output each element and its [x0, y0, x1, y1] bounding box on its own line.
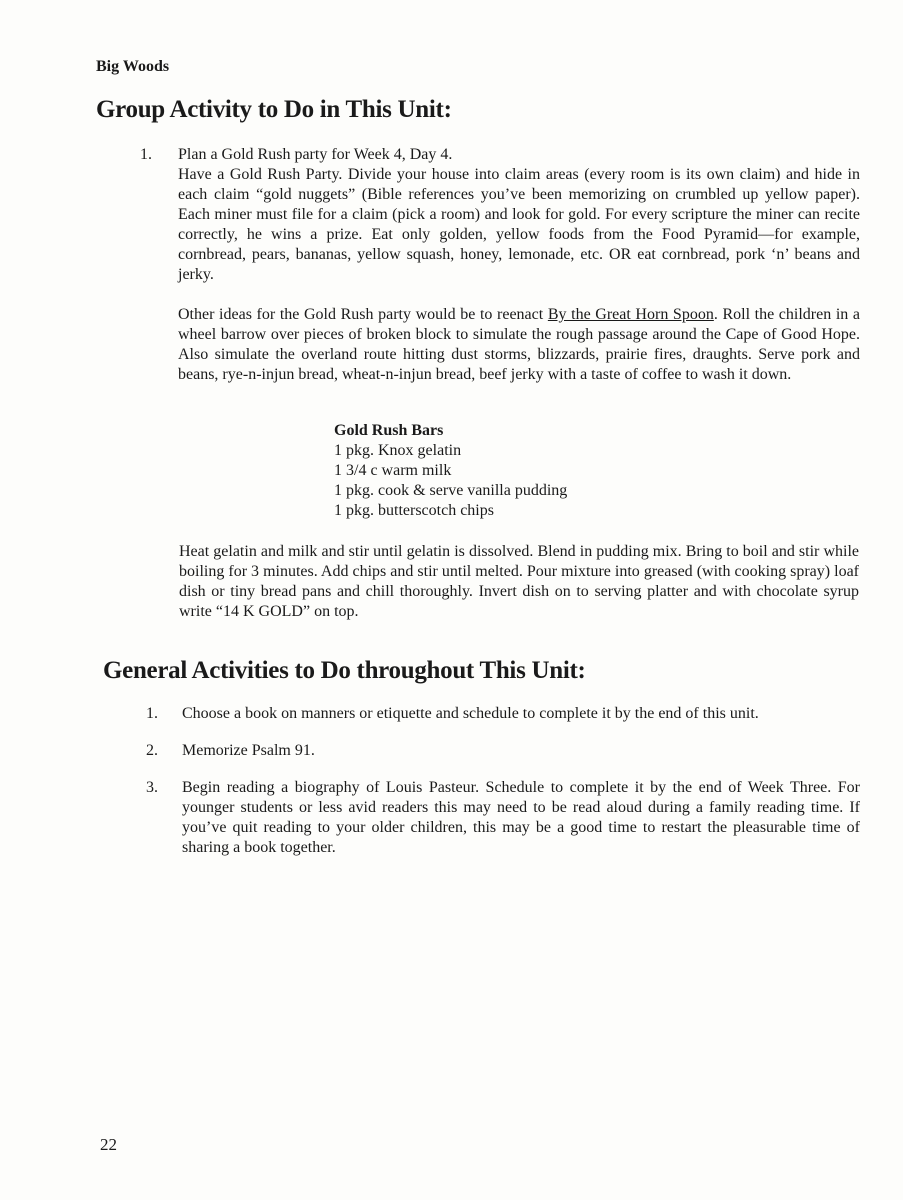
list-item [146, 741, 860, 761]
list-item-text: Begin reading a biography of Louis Pasteur. Schedule to complete it by the end of Week Three. For younger students or less avid readers this may need to be read aloud during a family reading time. If you’ve quit reading to your older children, this may be a good time to restart the pleasurable time of sharing a book together. [182, 779, 860, 856]
book-title: By the Great Horn Spoon [547, 306, 714, 323]
ingredient-item: 1 pkg. cook & serve vanilla pudding [334, 482, 568, 499]
item-number: 1. [140, 146, 152, 163]
ingredient-item: 1 pkg. butterscotch chips [334, 502, 494, 519]
recipe-card [334, 421, 567, 521]
list-item [146, 778, 860, 858]
other-ideas-paragraph [178, 305, 860, 385]
list-item-number: 2. [146, 742, 158, 759]
list-item-number: 1. [146, 705, 158, 722]
running-header: Big Woods [96, 58, 170, 75]
list-item-text: Memorize Psalm 91. [182, 742, 315, 759]
group-activity-heading: Group Activity to Do in This Unit: [96, 96, 452, 123]
party-paragraph: Have a Gold Rush Party. Divide your house into claim areas (every room is its own claim) and hide in each claim “gold nuggets” (Bible references you’ve been memorizing on crumbled up yellow paper). Each miner must file for a claim (pick a room) and look for gold. For every scripture the miner can recite correctly, he wins a prize. Eat only golden, yellow foods from the Food Pyramid—for example, cornbread, pears, bananas, yellow squash, honey, lemonade, etc. OR eat cornbread, pork ‘n’ beans and jerky. [178, 166, 860, 283]
page-number: 22 [100, 1135, 117, 1154]
general-activities-heading: General Activities to Do throughout This Unit: [103, 657, 586, 684]
list-item [146, 704, 860, 724]
group-activity-item [140, 145, 860, 385]
recipe-title: Gold Rush Bars [334, 422, 444, 439]
list-item-number: 3. [146, 779, 158, 796]
item-title: Plan a Gold Rush party for Week 4, Day 4. [178, 146, 453, 163]
ingredient-item: 1 3/4 c warm milk [334, 462, 452, 479]
recipe-instructions: Heat gelatin and milk and stir until gelatin is dissolved. Blend in pudding mix. Bring to boil and stir while boiling for 3 minutes. Add chips and stir until melted. Pour mixture into greased (with cooking spray) loaf dish or tiny bread pans and chill thoroughly. Invert dish on to serving platter and with chocolate syrup write “14 K GOLD” on top. [179, 543, 859, 620]
other-ideas-text-end: . Roll the children in a wheel barrow over pieces of broken block to simulate the rough passage around the Cape of Good Hope. Also simulate the overland route hitting dust storms, blizzards, prairie fires, draughts. Serve pork and beans, rye-n-injun bread, wheat-n-injun bread, beef jerky with a taste of coffee to wash it down. [178, 306, 861, 383]
ingredient-item: 1 pkg. Knox gelatin [334, 442, 462, 459]
general-activities-list [146, 704, 860, 875]
list-item-text: Choose a book on manners or etiquette and schedule to complete it by the end of this unit. [182, 705, 759, 722]
other-ideas-text-start: Other ideas for the Gold Rush party would be to reenact [178, 306, 548, 323]
